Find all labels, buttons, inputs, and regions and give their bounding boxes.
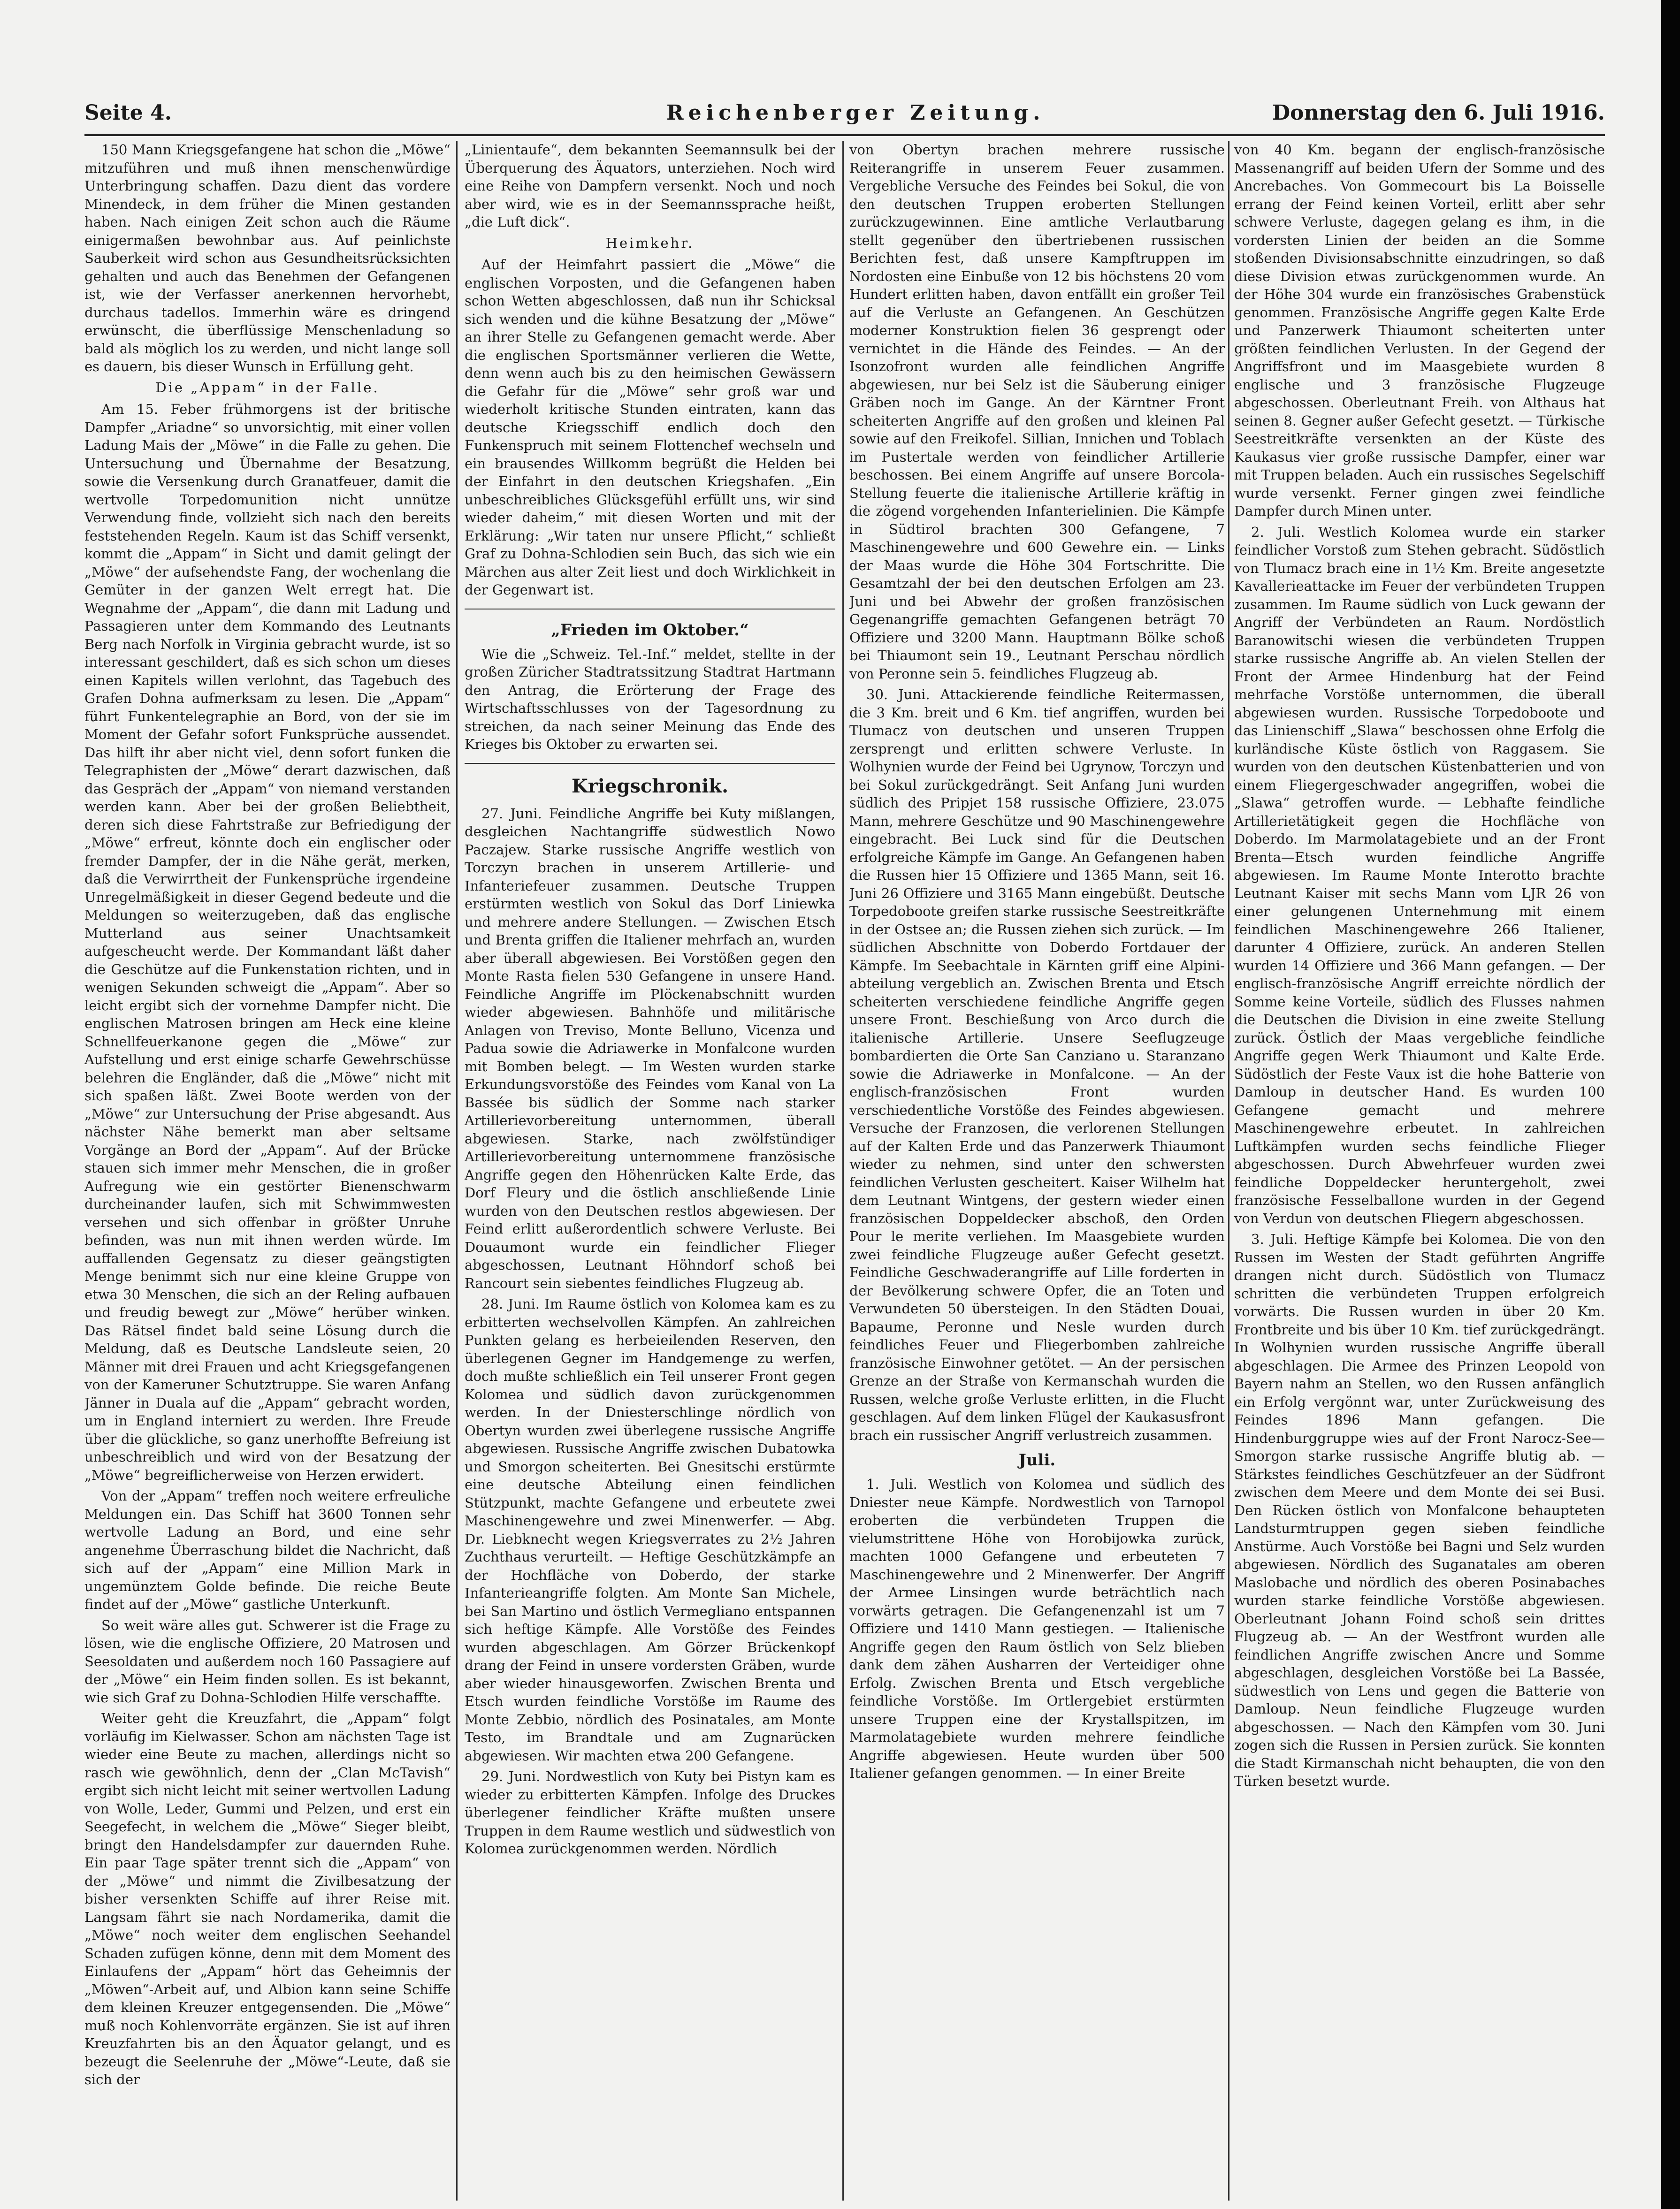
subheading: Die „Appam“ in der Falle. xyxy=(155,379,380,396)
article-heading: Juli. xyxy=(1018,1451,1056,1470)
column-divider xyxy=(456,141,458,2201)
paragraph: 2. Juli. Westlich Kolomea wurde ein starker feindlicher Vorstoß zum Stehen gebracht. Südöstlich von Tlumacz brach eine in 1½ Km. Breite angesetzte Kavallerieattacke im Feuer der verbündeten Truppen zusammen. Im Raume südlich von Luck gewann der Angriff der Verbündeten an Raum. Nordöstlich Baranowitschi wiesen die verbündeten Truppen starke russische Angriffe ab. An vielen Stellen der Front der Armee Hindenburg hat der Feind mehrfache Vorstöße unternommen, die überall abgewiesen wurden. Russische Torpedoboote und das Linienschiff „Slawa“ beschossen ohne Erfolg die kurländische Küste östlich von Raggasem. Sie wurden von den deutschen Küstenbatterien und von einem Fliegergeschwader angegriffen, wobei die „Slawa“ getroffen wurde. — Lebhafte feindliche Artillerietätigkeit gegen die Hochfläche von Doberdo. Im Marmolatagebiete und an der Front Brenta—Etsch wurden feindliche Angriffe abgewiesen. Im Raume Monte Interotto brachte Leutnant Kaiser mit sechs Mann vom LJR 26 von einer gelungenen Unternehmung mit einem feindlichen Maschinengewehre 266 Italiener, darunter 4 Offiziere, zurück. An anderen Stellen wurden 14 Offiziere und 366 Mann gefangen. — Der englisch-französische Angriff erreichte nördlich der Somme keine Vorteile, südlich des Flusses nahmen die Deutschen die Division in eine zweite Stellung zurück. Östlich der Maas vergebliche feindliche Angriffe gegen Werk Thiaumont und Kalte Erde. Südöstlich der Feste Vaux ist die hohe Batterie von Damloup in deutscher Hand. Es wurden 100 Gefangene gemacht und mehrere Maschinengewehre erbeutet. In zahlreichen Luftkämpfen wurden sechs feindliche Flieger abgeschossen. Durch Abwehrfeuer wurden zwei feindliche Doppeldecker heruntergeholt, zwei französische Fesselballone wurden in der Gegend von Verdun von deutschen Fliegern abgeschossen. xyxy=(1234,524,1605,1226)
page-header xyxy=(84,101,1605,129)
paragraph: 3. Juli. Heftige Kämpfe bei Kolomea. Die von den Russen im Westen der Stadt geführten Angriffe drangen nicht durch. Südöstlich von Tlumacz schritten die verbündeten Truppen erfolgreich vorwärts. Die Russen wurden in über 20 Km. Frontbreite und bis über 10 Km. tief zurückgedrängt. In Wolhynien wurden russische Angriffe überall abgeschlagen. Die Armee des Prinzen Leopold von Bayern nahm an Stellen, wo den Russen anfänglich ein Erfolg vergönnt war, unter Zurückweisung des Feindes 1896 Mann gefangen. Die Hindenburggruppe wies auf der Front Narocz-See—Smorgon starke russische Angriffe blutig ab. — Stärkstes feindliches Geschützfeuer an der Südfront zwischen dem Meere und dem Monte dei sei Busi. Den Rücken östlich von Monfalcone behaupteten Landsturmtruppen gegen sieben feindliche Anstürme. Auch Vorstöße bei Bagni und Selz wurden abgewiesen. Nördlich des Suganatales am oberen Maslobache und nördlich des oberen Posinabaches wurden starke feindliche Vorstöße abgewiesen. Oberleutnant Johann Foind schoß sein drittes Flugzeug ab. — An der Westfront wurden alle feindlichen Angriffe zwischen Ancre und Somme abgeschlagen, desgleichen Vorstöße bei La Bassée, südwestlich von Lens und gegen die Batterie von Damloup. Neun feindliche Flugzeuge wurden abgeschossen. — Nach den Kämpfen vom 30. Juni zogen sich die Russen in Persien zurück. Sie konnten die Stadt Kirmanschah nicht behaupten, die von den Türken besetzt wurde. xyxy=(1234,1231,1605,1789)
paragraph: von Obertyn brachen mehrere russische Reiterangriffe in unserem Feuer zusammen. Vergebliche Versuche des Feindes bei Sokul, die von den deutschen Truppen eroberten Stellungen zurückzugewinnen. Eine amtliche Verlautbarung stellt gegenüber den übertriebenen russischen Berichten fest, daß unsere Kampftruppen im Nordosten eine Einbuße von 12 bis höchstens 20 vom Hundert erlitten haben, davon entfällt ein großer Teil auf die Verluste an Gefangenen. An Geschützen moderner Konstruktion fielen 36 gesprengt oder vernichtet in die Hände des Feindes. — An der Isonzofront wurden alle feindlichen Angriffe abgewiesen, nur bei Selz ist die Säuberung einiger Gräben noch im Gange. An der Kärntner Front scheiterten Angriffe auf den großen und kleinen Pal sowie auf den Freikofel. Sillian, Innichen und Toblach im Pustertale werden von feindlicher Artillerie beschossen. Bei einem Angriffe auf unsere Borcola-Stellung feuerte die italienische Artillerie kräftig in die zögend vorgehenden Infanterielinien. Die Kämpfe in Südtirol brachten 300 Gefangene, 7 Maschinengewehre und 600 Gewehre ein. — Links der Maas wurde die Höhe 304 Fortschritte. Die Gesamtzahl der bei den deutschen Erfolgen am 23. Juni und bei Abwehr der großen französischen Gegenangriffe gemachten Gefangenen beträgt 70 Offiziere und 3200 Mann. Hauptmann Bölke schoß bei Thiaumont sein 19., Leutnant Perschau nördlich von Peronne sein 5. feindliches Flugzeug ab. xyxy=(849,142,1225,682)
subheading: Heimkehr. xyxy=(605,235,695,251)
paragraph: Weiter geht die Kreuzfahrt, die „Appam“ folgt vorläufig im Kielwasser. Schon am nächsten Tage ist wieder eine Beute zu machen, allerdings nicht so rasch wie gewöhnlich, denn der „Clan McTavish“ ergibt sich nicht leicht mit seiner wertvollen Ladung von Wolle, Leder, Gummi und Pelzen, und erst ein Seegefecht, in welchem die „Möwe“ Sieger bleibt, bringt den Handelsdampfer zur dauernden Ruhe. Ein paar Tage später trennt sich die „Appam“ von der „Möwe“ und nimmt die Zivilbesatzung der bisher versenkten Schiffe auf ihrer Reise mit. Langsam fährt sie nach Nordamerika, damit die „Möwe“ noch weiter dem englischen Seehandel Schaden zufügen könne, denn mit dem Moment des Einlaufens der „Appam“ hört das Geheimnis der „Möwen“-Arbeit auf, und Albion kann seine Schiffe dem kleinen Kreuzer entgegensenden. Die „Möwe“ muß noch Kohlenvorräte ergänzen. Sie ist auf ihren Kreuzfahrten bis an den Äquator gelangt, und es bezeugt die Seelenruhe der „Möwe“-Leute, daß sie sich der xyxy=(84,1710,451,2087)
issue-date: Donnerstag den 6. Juli 1916. xyxy=(1272,101,1605,125)
column-4 xyxy=(1234,141,1605,2201)
article-heading: „Frieden im Oktober.“ xyxy=(551,620,749,640)
column-2 xyxy=(465,141,835,2201)
scan-edge xyxy=(1661,0,1680,2209)
column-1 xyxy=(84,141,451,2201)
section-heading: Kriegschronik. xyxy=(571,775,729,797)
paragraph: Von der „Appam“ treffen noch weitere erfreuliche Meldungen ein. Das Schiff hat 3600 Tonnen sehr wertvolle Ladung an Bord, und eine sehr angenehme Überraschung bildet die Nachricht, daß sich auf der „Appam“ eine Million Mark in ungemünztem Golde befinde. Die reiche Beute findet auf der „Möwe“ gastliche Unterkunft. xyxy=(84,1488,451,1612)
paragraph: Wie die „Schweiz. Tel.-Inf.“ meldet, stellte in der großen Züricher Stadtratssitzung Stadtrat Hartmann den Antrag, die Erörterung der Frage des Wirtschaftsschlusses von der Tagesordnung zu streichen, da nach seiner Meinung das Ende des Krieges bis Oktober zu erwarten sei. xyxy=(465,646,835,752)
paragraph: Auf der Heimfahrt passiert die „Möwe“ die englischen Vorposten, und die Gefangenen haben schon Wetten abgeschlossen, daß nun ihr Schicksal sich wenden und die kühne Besatzung der „Möwe“ an ihrer Stelle zu Gefangenen gemacht werde. Aber die englischen Sportsmänner verlieren die Wette, denn wenn auch bis zu den heimischen Gewässern die Gefahr für die „Möwe“ sehr groß war und wiederholt kritische Stunden eintraten, kann das deutsche Kriegsschiff endlich doch den Funkenspruch mit seinem Flottenchef wechseln und ein brausendes Willkomm begrüßt die Helden bei der Einfahrt in den deutschen Kriegshafen. „Ein unbeschreibliches Glücksgefühl erfüllt uns, wir sind wieder daheim,“ mit diesen Worten und mit der Erklärung: „Wir taten nur unsere Pflicht,“ schließt Graf zu Dohna-Schlodien sein Buch, das sich wie ein Märchen aus alter Zeit liest und doch Wirklichkeit in der Gegenwart ist. xyxy=(465,257,835,598)
column-divider xyxy=(1228,141,1229,2201)
page-number: Seite 4. xyxy=(84,101,172,125)
paragraph: „Linientaufe“, dem bekannten Seemannsulk bei der Überquerung des Äquators, unterziehen. Noch wird eine Reihe von Dampfern versenkt. Noch und noch aber wird, wie es in der Seemannssprache heißt, „die Luft dick“. xyxy=(465,142,835,230)
paragraph: So weit wäre alles gut. Schwerer ist die Frage zu lösen, wie die englische Offiziere, 20 Matrosen und Seesoldaten und außerdem noch 160 Passagiere auf der „Möwe“ ein Heim finden sollen. Es ist bekannt, wie sich Graf zu Dohna-Schlodien Hilfe verschaffte. xyxy=(84,1617,451,1706)
paragraph: 30. Juni. Attackierende feindliche Reitermassen, die 3 Km. breit und 6 Km. tief angriffen, wurden bei Tlumacz von deutschen und unseren Truppen zersprengt und erlitten schwere Verluste. In Wolhynien wurde der Feind bei Ugrynow, Torczyn und bei Sokul zurückgedrängt. Seit Anfang Juni wurden südlich des Pripjet 158 russische Offiziere, 23.075 Mann, mehrere Geschütze und 90 Maschinengewehre eingebracht. Bei Luck sind für die Deutschen erfolgreiche Kämpfe im Gange. An Gefangenen haben die Russen hier 15 Offiziere und 1365 Mann, seit 16. Juni 26 Offiziere und 3165 Mann eingebüßt. Deutsche Torpedoboote greifen starke russische Seestreitkräfte in der Ostsee an; die Russen ziehen sich zurück. — Im südlichen Abschnitte von Doberdo Fortdauer der Kämpfe. Im Seebachtale in Kärnten griff eine Alpini-abteilung vergeblich an. Zwischen Brenta und Etsch scheiterten verschiedene feindliche Angriffe gegen unsere Front. Beschießung von Arco durch die italienische Artillerie. Unsere Seeflugzeuge bombardierten die Orte San Canziano u. Staranzano sowie die Adriawerke in Monfalcone. — An der englisch-französischen Front wurden verschiedentliche Vorstöße des Feindes abgewiesen. Versuche der Franzosen, die verlorenen Stellungen auf der Kalten Erde und das Panzerwerk Thiaumont wieder zu nehmen, sind unter den schwersten feindlichen Verlusten gescheitert. Kaiser Wilhelm hat dem Leutnant Wintgens, der gestern wieder einen französischen Doppeldecker abschoß, den Orden Pour le merite verliehen. Im Maasgebiete wurden zwei feindliche Flugzeuge außer Gefecht gesetzt. Feindliche Geschwaderangriffe auf Lille forderten in der Bevölkerung schwere Opfer, die an Toten und Verwundeten 50 übersteigen. In den Städten Douai, Bapaume, Peronne und Nesle wurden durch feindliches Feuer und Fliegerbomben zahlreiche französische Einwohner getötet. — An der persischen Grenze an der Straße von Kermanschah wurden die Russen, welche große Verluste erlitten, in die Flucht geschlagen. Auf dem linken Flügel der Kaukasusfront brach ein russischer Angriff verlustreich zusammen. xyxy=(849,686,1225,1443)
paragraph: von 40 Km. begann der englisch-französische Massenangriff auf beiden Ufern der Somme und des Ancrebaches. Von Gommecourt bis La Boisselle errang der Feind keinen Vorteil, erlitt aber sehr schwere Verluste, dagegen gelang es ihm, in die vordersten Linien der beiden an die Somme stoßenden Divisionsabschnitte einzudringen, so daß diese Division etwas zurückgenommen wurde. An der Höhe 304 wurde ein französisches Grabenstück genommen. Französische Angriffe gegen Kalte Erde und Panzerwerk Thiaumont scheiterten unter größten feindlichen Verlusten. In der Gegend der Angriffsfront und im Maasgebiete wurden 8 englische und 3 französische Flugzeuge abgeschossen. Oberleutnant Freih. von Althaus hat seinen 8. Gegner außer Gefecht gesetzt. — Türkische Seestreitkräfte versenkten an der Küste des Kaukasus vier große russische Dampfer, einer war mit Truppen beladen. Auch ein russisches Segelschiff wurde versenkt. Ferner gingen zwei feindliche Dampfer durch Minen unter. xyxy=(1234,142,1605,519)
column-divider xyxy=(842,141,844,2201)
paragraph: 28. Juni. Im Raume östlich von Kolomea kam es zu erbitterten wechselvollen Kämpfen. An zahlreichen Punkten gelang es herbeieilenden Reserven, den überlegenen Gegner im Handgemenge zu werfen, doch mußte schließlich ein Teil unserer Front gegen Kolomea und südlich davon zurückgenommen werden. In der Dniesterschlinge nördlich von Obertyn wurden zwei überlegene russische Angriffe abgewiesen. Russische Angriffe zwischen Dubatowka und Smorgon scheiterten. Bei Gnesitschi erstürmte eine deutsche Abteilung einen feindlichen Stützpunkt, machte Gefangene und erbeutete zwei Maschinengewehre und zwei Minenwerfer. — Abg. Dr. Liebknecht wegen Kriegsverrates zu 2½ Jahren Zuchthaus verurteilt. — Heftige Geschützkämpfe an der Hochfläche von Doberdo, der starke Infanterieangriffe folgten. Am Monte San Michele, bei San Martino und östlich Vermegliano entspannen sich heftige Kämpfe. Alle Vorstöße des Feindes wurden abgeschlagen. Am Görzer Brückenkopf drang der Feind in unsere vordersten Gräben, wurde aber wieder hinausgeworfen. Zwischen Brenta und Etsch wurden feindliche Vorstöße im Raume des Monte Zebbio, nördlich des Posinatales, am Monte Testo, im Brandtale und am Zugnarücken abgewiesen. Wir machten etwa 200 Gefangene. xyxy=(465,1296,835,1764)
column-3 xyxy=(849,141,1225,2201)
section-divider xyxy=(465,763,835,764)
paragraph: Am 15. Feber frühmorgens ist der britische Dampfer „Ariadne“ so unvorsichtig, mit einer vollen Ladung Mais der „Möwe“ in die Falle zu gehen. Die Untersuchung und Übernahme der Besatzung, sowie die Versenkung durch Granatfeuer, damit die wertvolle Torpedomunition nicht unnütze Verwendung finde, vollzieht sich nach den bereits feststehenden Regeln. Kaum ist das Schiff versenkt, kommt die „Appam“ in Sicht und damit gelingt der „Möwe“ der aufsehendste Fang, der wochenlang die Gemüter in der ganzen Welt erregt hat. Die Wegnahme der „Appam“, die dann mit Ladung und Passagieren unter dem Kommando des Leutnants Berg nach Norfolk in Virginia gebracht wurde, ist so interessant geschildert, daß es sich schon um dieses einen Kapitels willen verlohnt, das Tagebuch des Grafen Dohna aufmerksam zu lesen. Die „Appam“ führt Funkentelegraphie an Bord, von der sie im Moment der Gefahr sofort Funksprüche aussendet. Das hilft ihr aber nicht viel, denn sofort funken die Telegraphisten der „Möwe“ derart dazwischen, daß das Gespräch der „Appam“ von niemand verstanden werden kann. Aber bei der großen Beliebtheit, deren sich diese Fahrtstraße zur Befriedigung der „Möwe“ erfreut, könnte doch ein englischer oder fremder Dampfer, der in die Nähe gerät, merken, daß die Verwirrtheit der Funkensprüche irgendeine Unregelmäßigkeit in dieser Gegend bedeute und die Meldungen so weiterzugeben, daß das englische Mutterland aus seiner Unachtsamkeit aufgescheucht werde. Der Kommandant läßt daher die Geschütze auf die Funkenstation richten, und in wenigen Sekunden schweigt die „Appam“. Aber so leicht ergibt sich der vornehme Dampfer nicht. Die englischen Matrosen bringen am Heck eine kleine Schnellfeuerkanone gegen die „Möwe“ zur Aufstellung und erst einige scharfe Gewehrschüsse belehren die Engländer, daß die „Möwe“ nicht mit sich spaßen läßt. Zwei Boote werden von der „Möwe“ zur Untersuchung der Prise abgesandt. Aus nächster Nähe bemerkt man aber seltsame Vorgänge an Bord der „Appam“. Auf der Brücke stauen sich immer mehr Menschen, die in großer Aufregung wie ein gestörter Bienenschwarm durcheinander laufen, sich mit Schwimmwesten versehen und sich offenbar in größter Unruhe befinden, was nun mit ihnen werden würde. Im auffallenden Gegensatz zu dieser geängstigten Menge benimmt sich nur eine kleine Gruppe von etwa 30 Menschen, die sich an der Reling aufbauen und freudig bewegt zur „Möwe“ herüber winken. Das Rätsel findet bald seine Lösung durch die Meldung, daß es Deutsche Landsleute seien, 20 Männer mit drei Frauen und acht Kriegsgefangenen von der Kameruner Schutztruppe. Sie waren Anfang Jänner in Duala auf die „Appam“ gebracht worden, um in England interniert zu werden. Ihre Freude über die glückliche, so ganz unerhoffte Befreiung ist unbeschreiblich und wird von der Besatzung der „Möwe“ begreiflicherweise von Herzen erwidert. xyxy=(84,401,451,1483)
newspaper-title: Reichenberger Zeitung. xyxy=(666,101,1045,125)
header-rule xyxy=(84,134,1605,136)
paragraph: 29. Juni. Nordwestlich von Kuty bei Pistyn kam es wieder zu erbitterten Kämpfen. Infolge des Druckes überlegener feindlicher Kräfte mußten unsere Truppen in dem Raume westlich und südwestlich von Kolomea zurückgenommen werden. Nördlich xyxy=(465,1768,835,1857)
paragraph: 150 Mann Kriegsgefangene hat schon die „Möwe“ mitzuführen und muß ihnen menschenwürdige Unterbringung schaffen. Dazu dient das vordere Minendeck, in dem früher die Minen gestanden haben. Nach einigen Zeit schon auch die Räume einigermaßen bewohnbar aus. Auf peinlichste Sauberkeit wird schon aus Gesundheitsrücksichten gehalten und auch das Benehmen der Gefangenen ist, wie der Verfasser anerkennen hervorhebt, durchaus tadellos. Immerhin wäre es dringend erwünscht, die überflüssige Menschenladung so bald als möglich los zu werden, und nicht lange soll es dauern, bis dieser Wunsch in Erfüllung geht. xyxy=(84,142,451,374)
paragraph: 1. Juli. Westlich von Kolomea und südlich des Dniester neue Kämpfe. Nordwestlich von Tarnopol eroberten die verbündeten Truppen die vielumstrittene Höhe von Horobijowka zurück, machten 1000 Gefangene und erbeuteten 7 Maschinengewehre und 2 Minenwerfer. Der Angriff der Armee Linsingen wurde beträchtlich nach vorwärts getragen. Die Gefangenenzahl ist um 7 Offiziere und 1410 Mann gestiegen. — Italienische Angriffe gegen den Raum östlich von Selz blieben dank dem zähen Ausharren der Verteidiger ohne Erfolg. Zwischen Brenta und Etsch vergebliche feindliche Vorstöße. Im Ortlergebiet erstürmten unsere Truppen eine der Krystallspitzen, im Marmolatagebiete wurden mehrere feindliche Angriffe abgewiesen. Heute wurden über 500 Italiener gefangen genommen. — In einer Breite xyxy=(849,1476,1225,1781)
paragraph: 27. Juni. Feindliche Angriffe bei Kuty mißlangen, desgleichen Nachtangriffe südwestlich Nowo Paczajew. Starke russische Angriffe westlich von Torczyn brachen in unserem Artillerie- und Infanteriefeuer zusammen. Deutsche Truppen erstürmten westlich von Sokul das Dorf Liniewka und mehrere andere Stellungen. — Zwischen Etsch und Brenta griffen die Italiener mehrfach an, wurden aber überall abgewiesen. Bei Vorstößen gegen den Monte Rasta fielen 530 Gefangene in unsere Hand. Feindliche Angriffe im Plöckenabschnitt wurden wieder abgewiesen. Bahnhöfe und militärische Anlagen von Treviso, Monte Belluno, Vicenza und Padua sowie die Adriawerke in Monfalcone wurden mit Bomben belegt. — Im Westen wurden starke Erkundungsvorstöße des Feindes vom Kanal von La Bassée bis südlich der Somme nach starker Artillerievorbereitung unternommen, überall abgewiesen. Starke, nach zwölfstündiger Artillerievorbereitung unternommene französische Angriffe gegen den Höhenrücken Kalte Erde, das Dorf Fleury und die östlich anschließende Linie wurden von den Deutschen restlos abgewiesen. Der Feind erlitt außerordentlich schwere Verluste. Bei Douaumont wurde ein feindlicher Flieger abgeschossen, Leutnant Höhndorf schoß bei Rancourt sein siebentes feindliches Flugzeug ab. xyxy=(465,805,835,1291)
